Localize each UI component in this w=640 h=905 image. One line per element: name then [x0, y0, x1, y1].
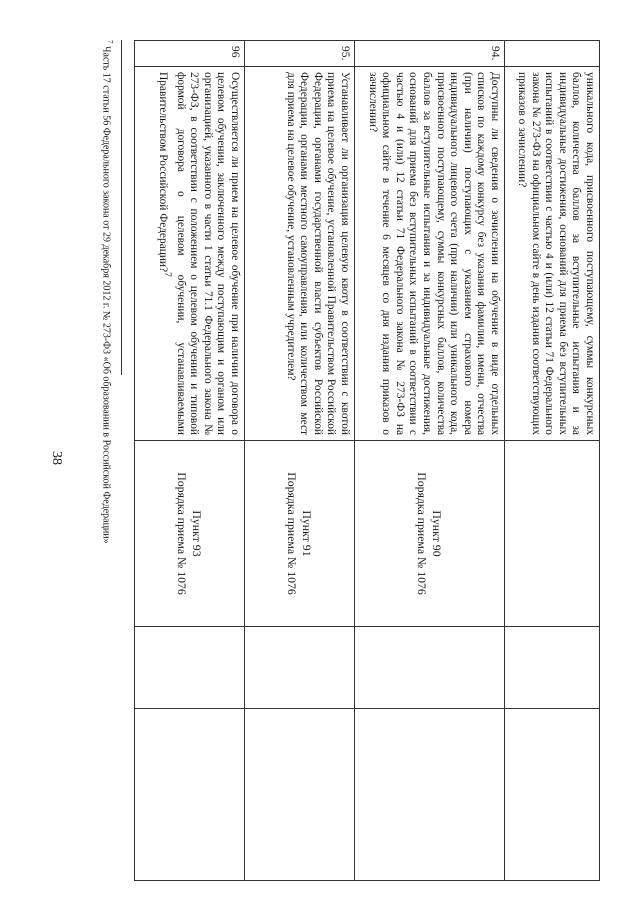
row-number: 95.	[245, 41, 355, 67]
notes-cell	[245, 709, 355, 881]
checklist-table	[134, 40, 600, 881]
table-row	[245, 41, 355, 881]
answer-cell	[505, 627, 600, 709]
row-number: 96	[135, 41, 245, 67]
legal-reference	[355, 441, 505, 627]
row-number: 94.	[355, 41, 505, 67]
notes-cell	[135, 709, 245, 881]
footnote-reference: 7	[162, 272, 173, 277]
answer-cell	[135, 627, 245, 709]
notes-cell	[505, 709, 600, 881]
row-number	[505, 41, 600, 67]
question-text: уникального кода, присвоенного поступающему, суммы конкурсных баллов, количества баллов за вступительные испытания и за индивидуальные достижения, оснований для приема без вступительных испытаний в соответствии с частью 4 и (или) 12 статьи 71 Федерального закона № 273-ФЗ на официальном сайте в день издания соответствующих приказов о зачислении?	[505, 67, 600, 441]
answer-cell	[245, 627, 355, 709]
reference-clause: Пункт 90	[430, 510, 445, 557]
legal-reference	[505, 441, 600, 627]
question-text	[135, 67, 245, 441]
footnote	[100, 40, 116, 880]
page-number: 38	[49, 451, 64, 465]
question-text: Доступны ли сведения о зачислении на обучение в виде отдельных списков по каждому конкурсу без указания фамилии, имени, отчества (при наличии) поступающих с указанием страхового номера индивидуального лицевого счета (при наличии) или уникального кода, присвоенного поступающему, суммы конкурсных баллов, количества баллов за вступительные испытания и за индивидуальные достижения, оснований для приема без вступительных испытаний в соответствии с частью 4 и (или) 12 статьи 71 Федерального закона № 273-ФЗ на официальном сайте в течение 6 месяцев со дня издания приказов о зачислении?	[355, 67, 505, 441]
footnote-mark: 7	[106, 40, 114, 44]
landscape-page-content	[75, 40, 600, 880]
footnote-divider	[121, 40, 122, 375]
table-row	[505, 41, 600, 881]
table-row	[355, 41, 505, 881]
reference-document: Порядка приема № 1076	[175, 472, 190, 595]
legal-reference	[135, 441, 245, 627]
table-row	[135, 41, 245, 881]
reference-clause: Пункт 91	[300, 510, 315, 557]
answer-cell	[355, 627, 505, 709]
legal-reference	[245, 441, 355, 627]
question-text: Устанавливает ли организация целевую квоту в соответствии с квотой приема на целевое обучение, установленной Правительством Российской Федерации, органами государственной власти субъектов Российской Федерации, органами местного самоуправления, или количеством мест для приема на целевое обучение, установленным учредителем?	[245, 67, 355, 441]
reference-clause: Пункт 93	[190, 510, 205, 557]
notes-cell	[355, 709, 505, 881]
question-body: Осуществляется ли прием на целевое обучение при наличии договора о целевом обучении, заключенного между поступающим и органом или организацией, указанного в части 1 статьи 71.1 Федерального закона № 273-ФЗ, в соответствии с положением о целевом обучении и типовой формой договора о целевом обучении, устанавливаемыми Правительством Российской Федерации?	[157, 72, 241, 435]
reference-document: Порядка приема № 1076	[415, 472, 430, 595]
footnote-text: Часть 17 статьи 56 Федерального закона от 29 декабря 2012 г. № 273-ФЗ «Об образовании в Российской Федерации»	[100, 46, 112, 544]
reference-document: Порядка приема № 1076	[285, 472, 300, 595]
